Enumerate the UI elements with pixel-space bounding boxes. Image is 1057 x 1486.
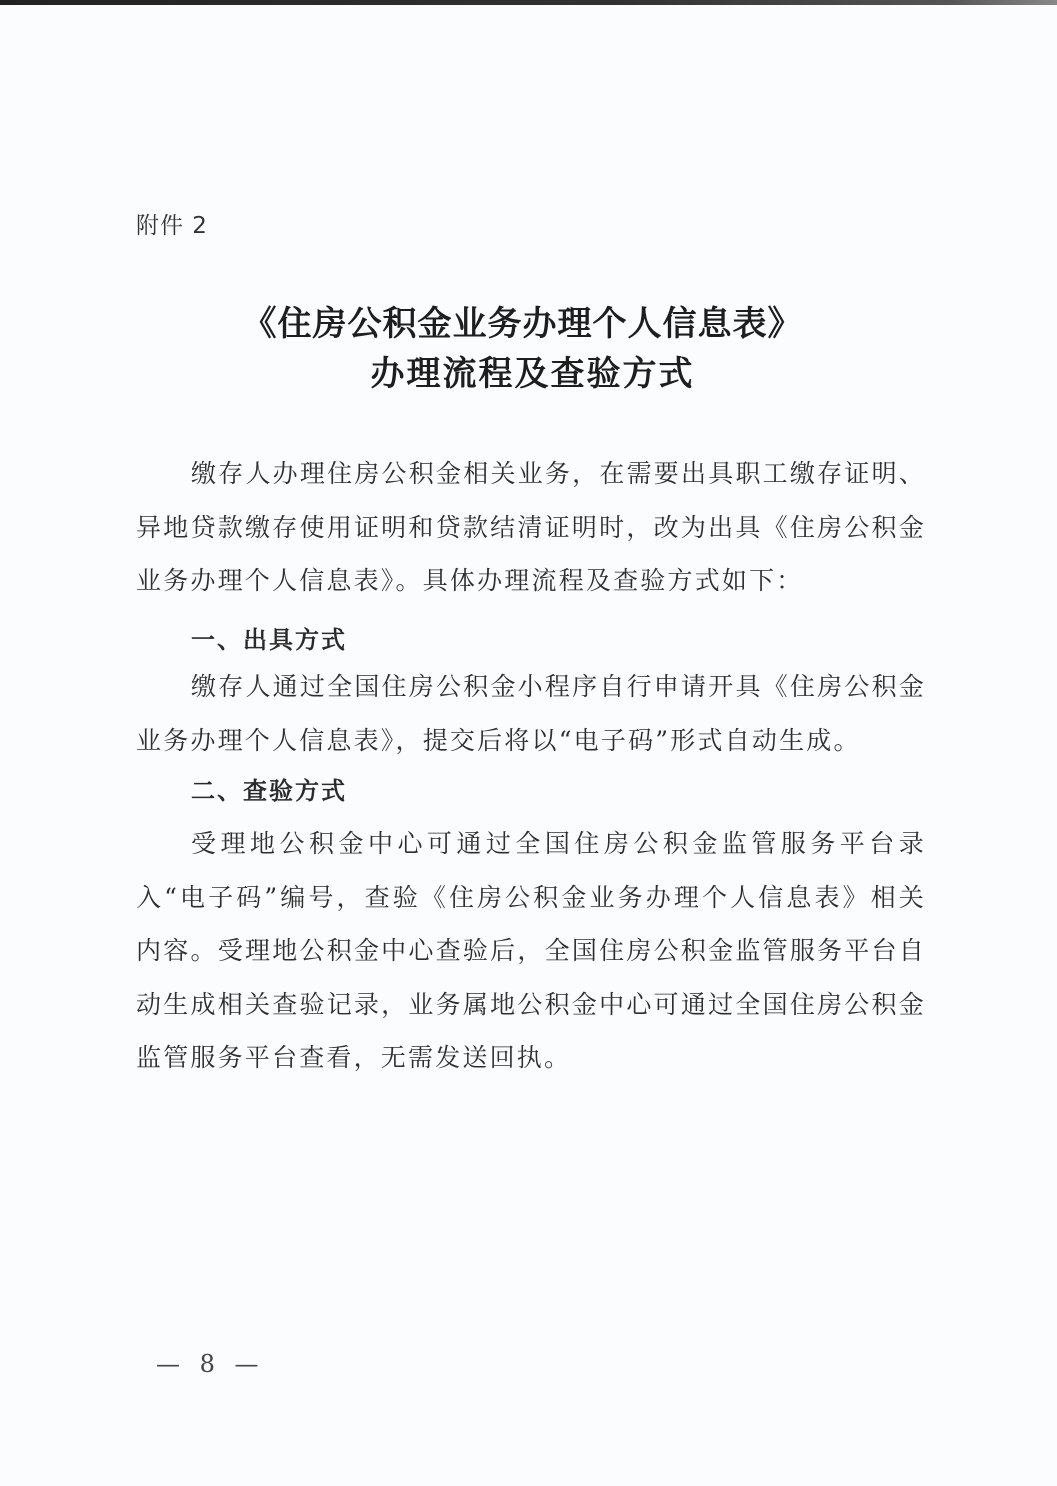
section-heading-verification: 二、查验方式	[191, 777, 347, 805]
attachment-label: 附件 2	[136, 213, 208, 239]
section-heading-issuance: 一、出具方式	[191, 626, 347, 654]
page-number: — 8 —	[156, 1350, 265, 1378]
section-body-issuance: 缴存人通过全国住房公积金小程序自行申请开具《住房公积金业务办理个人信息表》，提交后将以“电子码”形式自动生成。	[136, 672, 926, 755]
intro-paragraph: 缴存人办理住房公积金相关业务，在需要出具职工缴存证明、异地贷款缴存使用证明和贷款结清证明时，改为出具《住房公积金业务办理个人信息表》。具体办理流程及查验方式如下：	[136, 459, 926, 595]
document-title-line2: 办理流程及查验方式	[370, 354, 695, 394]
document-title-line1: 《住房公积金业务办理个人信息表》	[242, 304, 803, 344]
scan-border	[0, 0, 1057, 5]
section-body-verification: 受理地公积金中心可通过全国住房公积金监管服务平台录入“电子码”编号，查验《住房公积金业务办理个人信息表》相关内容。受理地公积金中心查验后，全国住房公积金监管服务平台自动生成相关查验记录，业务属地公积金中心可通过全国住房公积金监管服务平台查看，无需发送回执。	[136, 829, 926, 1072]
